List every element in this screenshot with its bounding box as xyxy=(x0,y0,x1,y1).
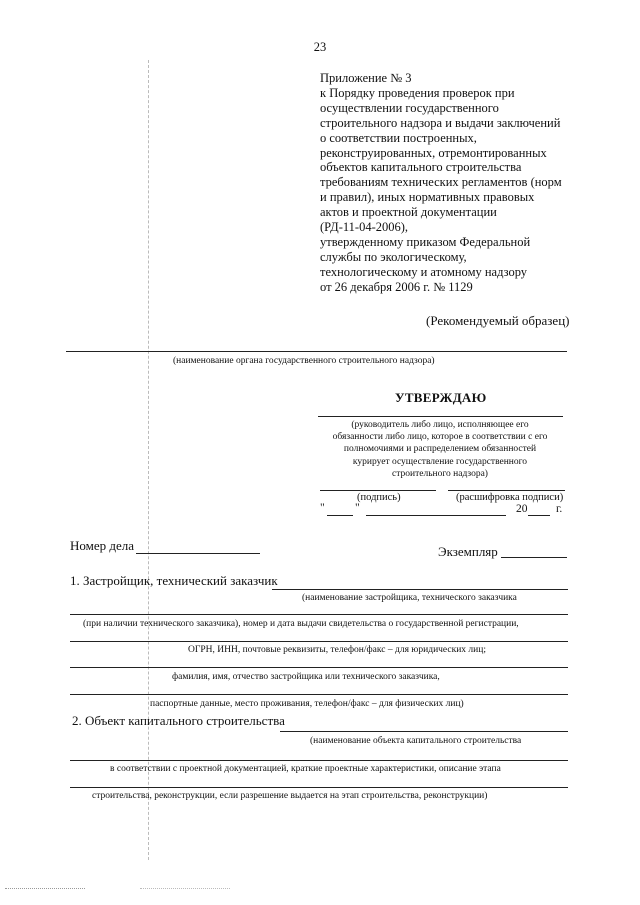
date-quote-close: " xyxy=(355,502,360,514)
appendix-line: осуществлении государственного xyxy=(320,100,499,115)
developer-line-4[interactable] xyxy=(70,667,568,668)
copy-number-line[interactable] xyxy=(501,557,567,558)
appendix-line: строительного надзора и выдачи заключений xyxy=(320,115,561,130)
signature-caption: (подпись) xyxy=(357,492,401,503)
case-number-label: Номер дела xyxy=(70,538,135,553)
object-line-3[interactable] xyxy=(70,787,568,788)
developer-caption-3: ОГРН, ИНН, почтовые реквизиты, телефон/факс – для юридических лиц; xyxy=(188,645,486,655)
appendix-line: технологическому и атомному надзору xyxy=(320,264,528,279)
date-month-line[interactable] xyxy=(366,515,506,516)
appendix-line: требованиям технических регламентов (норм xyxy=(320,175,562,190)
left-margin-trace xyxy=(148,60,149,860)
copy-label: Экземпляр xyxy=(438,544,498,559)
object-line-1[interactable] xyxy=(280,731,568,732)
developer-line-1[interactable] xyxy=(272,589,568,590)
approver-caption xyxy=(310,419,570,480)
appendix-line: о соответствии построенных, xyxy=(320,130,477,145)
object-caption-2: в соответствии с проектной документацией, краткие проектные характеристики, описание этапа xyxy=(110,764,501,774)
approver-caption-line: полномочиями и распределением обязанностей xyxy=(343,444,537,455)
signature-line[interactable] xyxy=(320,490,436,491)
date-day-line[interactable] xyxy=(327,515,353,516)
section1-title: 1. Застройщик, технический заказчик xyxy=(70,573,278,588)
scan-artifact xyxy=(140,888,230,889)
approver-caption-line: (руководитель либо лицо, исполняющее его xyxy=(351,420,529,430)
approver-caption-line: обязанности либо лицо, которое в соответствии с его xyxy=(332,432,548,443)
appendix-line: объектов капитального строительства xyxy=(320,160,522,175)
section2-title: 2. Объект капитального строительства xyxy=(72,713,285,728)
appendix-line: Приложение № 3 xyxy=(320,71,412,85)
appendix-line: и правил), иных нормативных правовых xyxy=(320,190,535,205)
appendix-line: реконструированных, отремонтированных xyxy=(320,145,547,160)
developer-line-2[interactable] xyxy=(70,614,568,615)
page-number: 23 xyxy=(313,40,327,54)
decoding-caption: (расшифровка подписи) xyxy=(456,492,564,503)
approve-title: УТВЕРЖДАЮ xyxy=(395,390,487,405)
case-number-line[interactable] xyxy=(136,553,260,554)
recommended-sample-label: (Рекомендуемый образец) xyxy=(426,313,570,328)
appendix-line: утвержденному приказом Федеральной xyxy=(320,234,531,249)
approver-line[interactable] xyxy=(318,416,563,417)
object-caption-3: строительства, реконструкции, если разрешение выдается на этап строительства, реконструкции) xyxy=(92,791,488,801)
date-quote-open: " xyxy=(320,502,325,514)
date-year-suffix: г. xyxy=(556,503,563,515)
appendix-line: службы по экологическому, xyxy=(320,249,467,264)
organ-name-line[interactable] xyxy=(66,351,567,352)
date-year-line[interactable] xyxy=(528,515,550,516)
date-year-prefix: 20 xyxy=(516,503,528,515)
organ-name-caption: (наименование органа государственного строительного надзора) xyxy=(173,356,435,366)
appendix-line: от 26 декабря 2006 г. № 1129 xyxy=(320,279,473,294)
developer-caption-2: (при наличии технического заказчика), номер и дата выдачи свидетельства о государственной регистрации, xyxy=(83,619,519,629)
developer-line-5[interactable] xyxy=(70,694,568,695)
decoding-line[interactable] xyxy=(448,490,565,491)
developer-line-3[interactable] xyxy=(70,641,568,642)
appendix-line: актов и проектной документации xyxy=(320,205,497,220)
approver-caption-line: строительного надзора) xyxy=(392,468,488,479)
developer-caption-5: паспортные данные, место проживания, телефон/факс – для физических лиц) xyxy=(150,699,464,709)
appendix-block xyxy=(320,71,562,295)
appendix-line: к Порядку проведения проверок при xyxy=(320,85,515,100)
appendix-line: (РД-11-04-2006), xyxy=(320,220,409,235)
approver-caption-line: курирует осуществление государственного xyxy=(352,456,528,467)
object-caption-1: (наименование объекта капитального строительства xyxy=(310,736,522,746)
developer-caption-1: (наименование застройщика, технического заказчика xyxy=(302,593,517,603)
scan-artifact xyxy=(5,888,85,889)
developer-caption-4: фамилия, имя, отчество застройщика или технического заказчика, xyxy=(172,672,440,682)
object-line-2[interactable] xyxy=(70,760,568,761)
